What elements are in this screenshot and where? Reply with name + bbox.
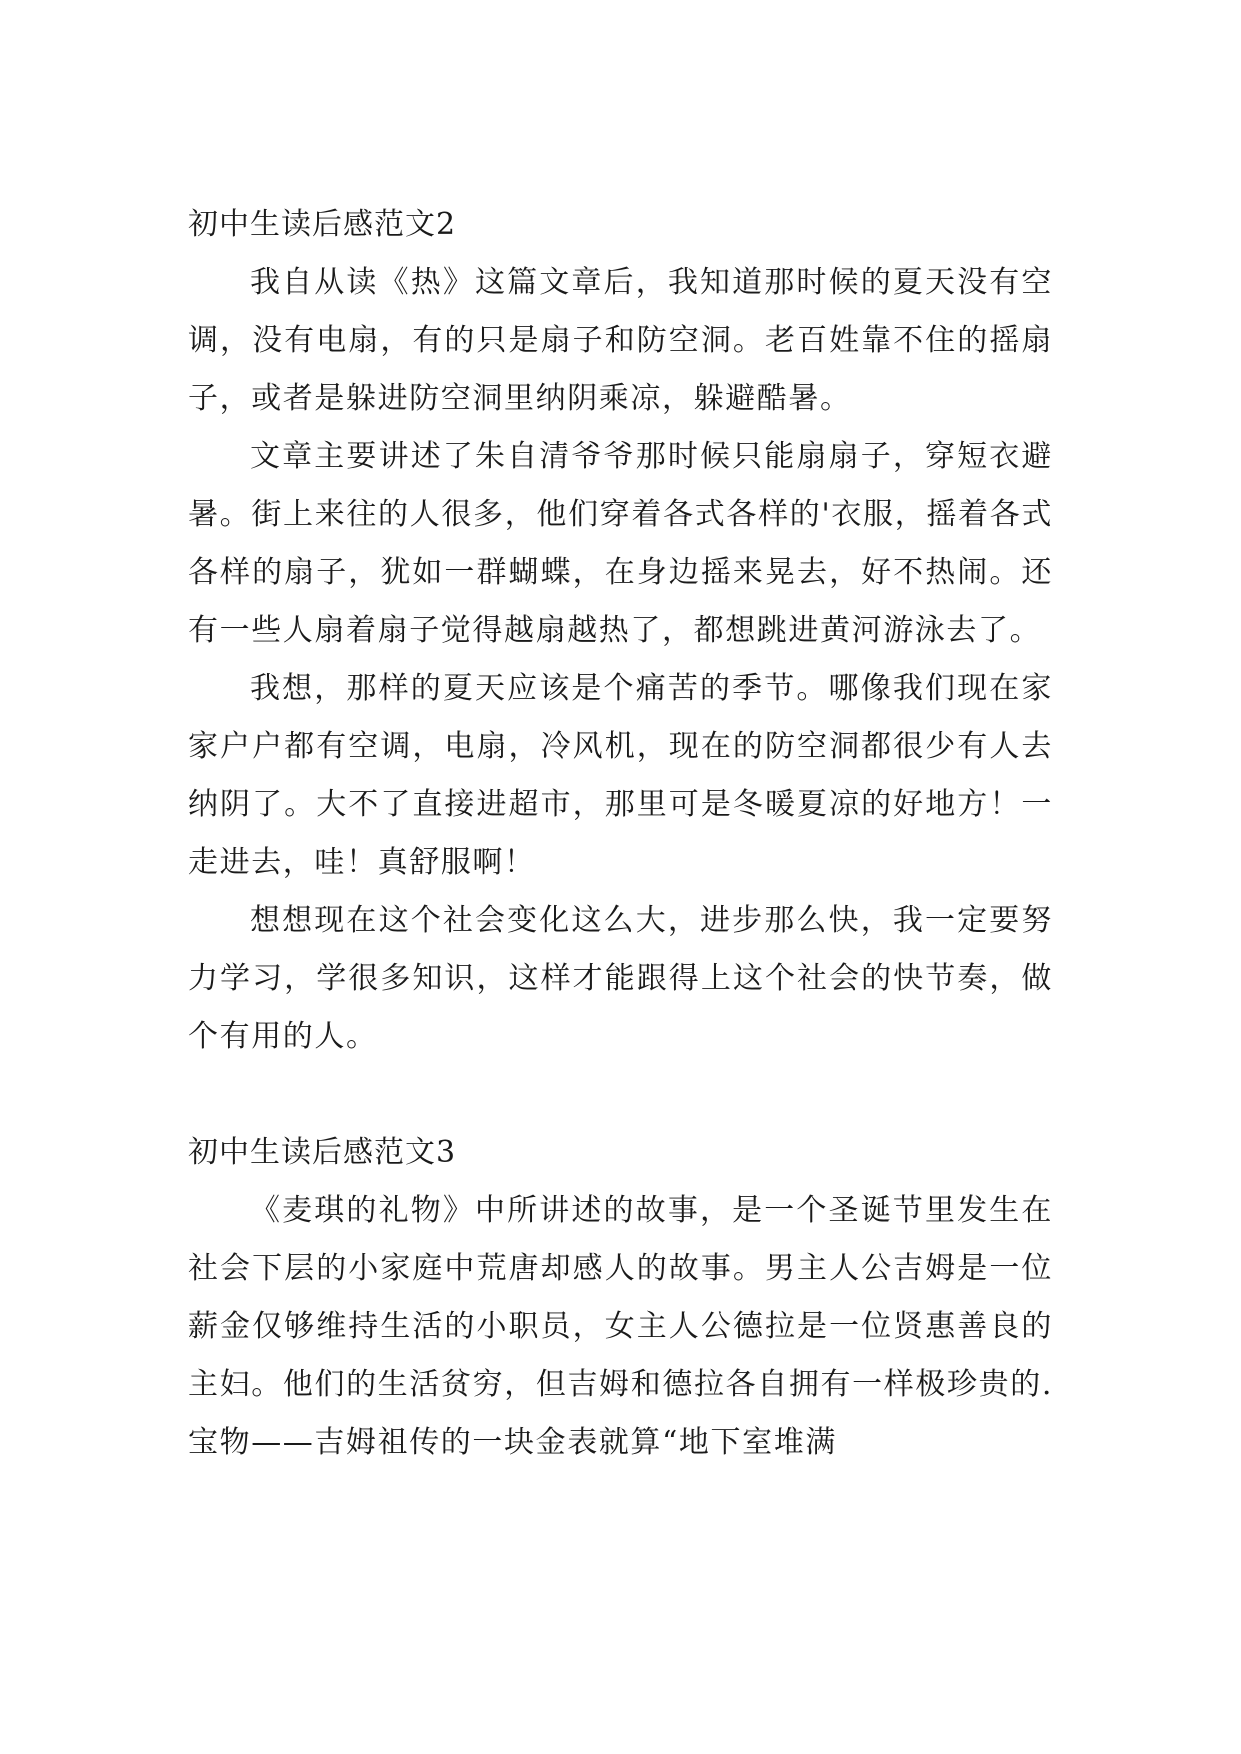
paragraph: 文章主要讲述了朱自清爷爷那时候只能扇扇子，穿短衣避暑。街上来往的人很多，他们穿着各式各样的'衣服，摇着各式各样的扇子，犹如一群蝴蝶，在身边摇来晃去，好不热闹。还有一些人扇着扇子觉得越扇越热了，都想跳进黄河游泳去了。 xyxy=(188,439,1053,648)
section-title: 初中生读后感范文2 xyxy=(188,207,457,242)
document-body xyxy=(188,196,1053,1472)
essay-section-3 xyxy=(188,1124,1053,1472)
essay-section-2 xyxy=(188,196,1053,1066)
paragraph: 《麦琪的礼物》中所讲述的故事，是一个圣诞节里发生在社会下层的小家庭中荒唐却感人的故事。男主人公吉姆是一位薪金仅够维持生活的小职员，女主人公德拉是一位贤惠善良的主妇。他们的生活贫穷，但吉姆和德拉各自拥有一样极珍贵的.宝物——吉姆祖传的一块金表就算“地下室堆满 xyxy=(188,1193,1053,1460)
paragraph: 想想现在这个社会变化这么大，进步那么快，我一定要努力学习，学很多知识，这样才能跟得上这个社会的快节奏，做个有用的人。 xyxy=(188,903,1053,1054)
paragraph: 我想，那样的夏天应该是个痛苦的季节。哪像我们现在家家户户都有空调，电扇，冷风机，现在的防空洞都很少有人去纳阴了。大不了直接进超市，那里可是冬暖夏凉的好地方！一走进去，哇！真舒服啊！ xyxy=(188,671,1053,880)
paragraph: 我自从读《热》这篇文章后，我知道那时候的夏天没有空调，没有电扇，有的只是扇子和防空洞。老百姓靠不住的摇扇子，或者是躲进防空洞里纳阴乘凉，躲避酷暑。 xyxy=(188,265,1053,416)
section-title: 初中生读后感范文3 xyxy=(188,1135,457,1170)
